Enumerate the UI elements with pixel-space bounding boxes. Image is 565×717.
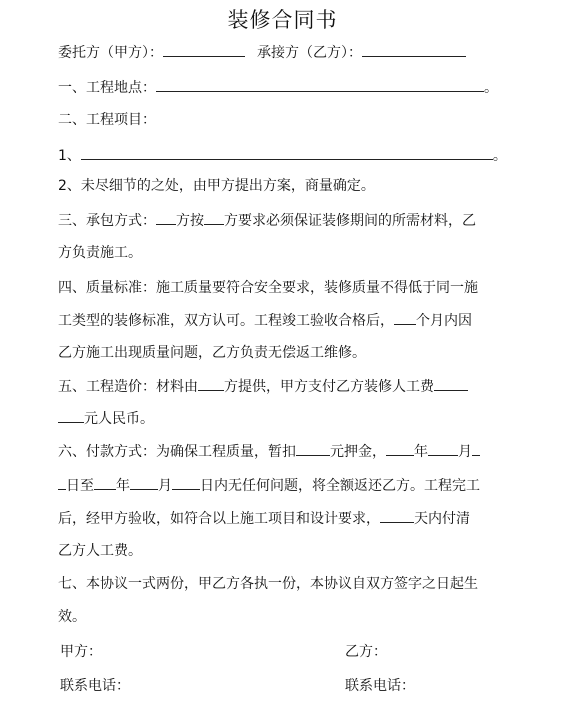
start-day-blank-2[interactable] — [58, 475, 66, 490]
cost-amount-blank-2[interactable] — [58, 408, 84, 423]
party-b-phone-label: 联系电话： — [345, 678, 415, 694]
clause-items-heading: 二、工程项目： — [58, 112, 156, 128]
clause-copies-line-1: 七、本协议一式两份，甲乙方各执一份，本协议自双方签字之日起生 — [58, 576, 478, 592]
client-blank[interactable] — [163, 42, 245, 57]
payment-text-h: 日内无任何问题，将全额返还乙方。工程完工 — [200, 478, 480, 494]
cost-text-b: 方提供，甲方支付乙方装修人工费 — [224, 379, 434, 395]
payment-text-d: 月 — [458, 444, 472, 460]
site-end: 。 — [484, 80, 498, 96]
party-a-phone-label: 联系电话： — [60, 678, 130, 694]
mode-text-a: 三、承包方式： — [58, 213, 156, 229]
item-2: 2、未尽细节的之处，由甲方提出方案，商量确定。 — [58, 178, 375, 194]
mode-text-b: 方按 — [176, 213, 204, 229]
end-month-blank[interactable] — [130, 475, 158, 490]
payment-text-a: 六、付款方式：为确保工程质量，暂扣 — [58, 444, 296, 460]
item-1-blank[interactable] — [81, 145, 493, 160]
end-day-blank[interactable] — [172, 475, 200, 490]
party-b-signature-label: 乙方： — [345, 644, 387, 660]
start-day-blank-1[interactable] — [472, 441, 480, 456]
mode-text-c: 方要求必须保证装修期间的所需材料，乙 — [224, 213, 476, 229]
start-year-blank[interactable] — [386, 441, 414, 456]
clause-contract-mode-line-2: 方负责施工。 — [58, 245, 142, 261]
clause-cost-line-1 — [58, 376, 521, 397]
mode-blank-2[interactable] — [204, 210, 224, 225]
cost-text-a: 五、工程造价：材料由 — [58, 379, 198, 395]
payment-days-blank[interactable] — [380, 508, 414, 523]
party-a-signature-label: 甲方： — [60, 644, 102, 660]
contractor-label: 承接方（乙方）： — [257, 45, 362, 61]
quality-text-b: 个月内因 — [416, 313, 472, 329]
site-blank[interactable] — [156, 77, 484, 92]
clause-quality-line-1: 四、质量标准：施工质量要符合安全要求，装修质量不得低于同一施 — [58, 280, 478, 296]
cost-text-c: 元人民币。 — [84, 411, 154, 427]
cost-amount-blank-1[interactable] — [434, 376, 468, 391]
payment-text-i: 后，经甲方验收，如符合以上施工项目和设计要求， — [58, 511, 380, 527]
item-1-end: 。 — [492, 148, 507, 164]
document-title: 装修合同书 — [227, 8, 338, 32]
clause-quality-line-3: 乙方施工出现质量问题，乙方负责无偿返工维修。 — [58, 345, 366, 361]
cost-party-blank[interactable] — [198, 376, 224, 391]
clause-copies-line-2: 效。 — [58, 609, 86, 625]
client-label: 委托方（甲方）： — [58, 45, 163, 61]
clause-payment-line-4: 乙方人工费。 — [58, 543, 142, 559]
clause-site — [58, 77, 521, 98]
contractor-blank[interactable] — [362, 42, 466, 57]
site-label: 一、工程地点： — [58, 80, 156, 96]
deposit-blank[interactable] — [296, 441, 330, 456]
end-year-blank[interactable] — [94, 475, 116, 490]
clause-cost-line-2 — [58, 408, 521, 429]
clause-quality-line-2 — [58, 310, 521, 331]
payment-text-f: 年 — [116, 478, 130, 494]
item-1-label: 1、 — [58, 148, 81, 164]
payment-text-e: 日至 — [66, 478, 94, 494]
start-month-blank[interactable] — [428, 441, 458, 456]
quality-months-blank[interactable] — [394, 310, 416, 325]
clause-payment-line-3 — [58, 508, 521, 529]
quality-text-a: 工类型的装修标准，双方认可。工程竣工验收合格后， — [58, 313, 394, 329]
payment-text-j: 天内付清 — [414, 511, 470, 527]
item-1 — [58, 145, 521, 166]
payment-text-b: 元押金， — [330, 444, 386, 460]
payment-text-g: 月 — [158, 478, 172, 494]
mode-blank-1[interactable] — [156, 210, 176, 225]
payment-text-c: 年 — [414, 444, 428, 460]
parties-line — [58, 42, 521, 63]
clause-contract-mode-line-1 — [58, 210, 521, 231]
clause-payment-line-1 — [58, 441, 521, 462]
clause-payment-line-2 — [58, 475, 521, 496]
